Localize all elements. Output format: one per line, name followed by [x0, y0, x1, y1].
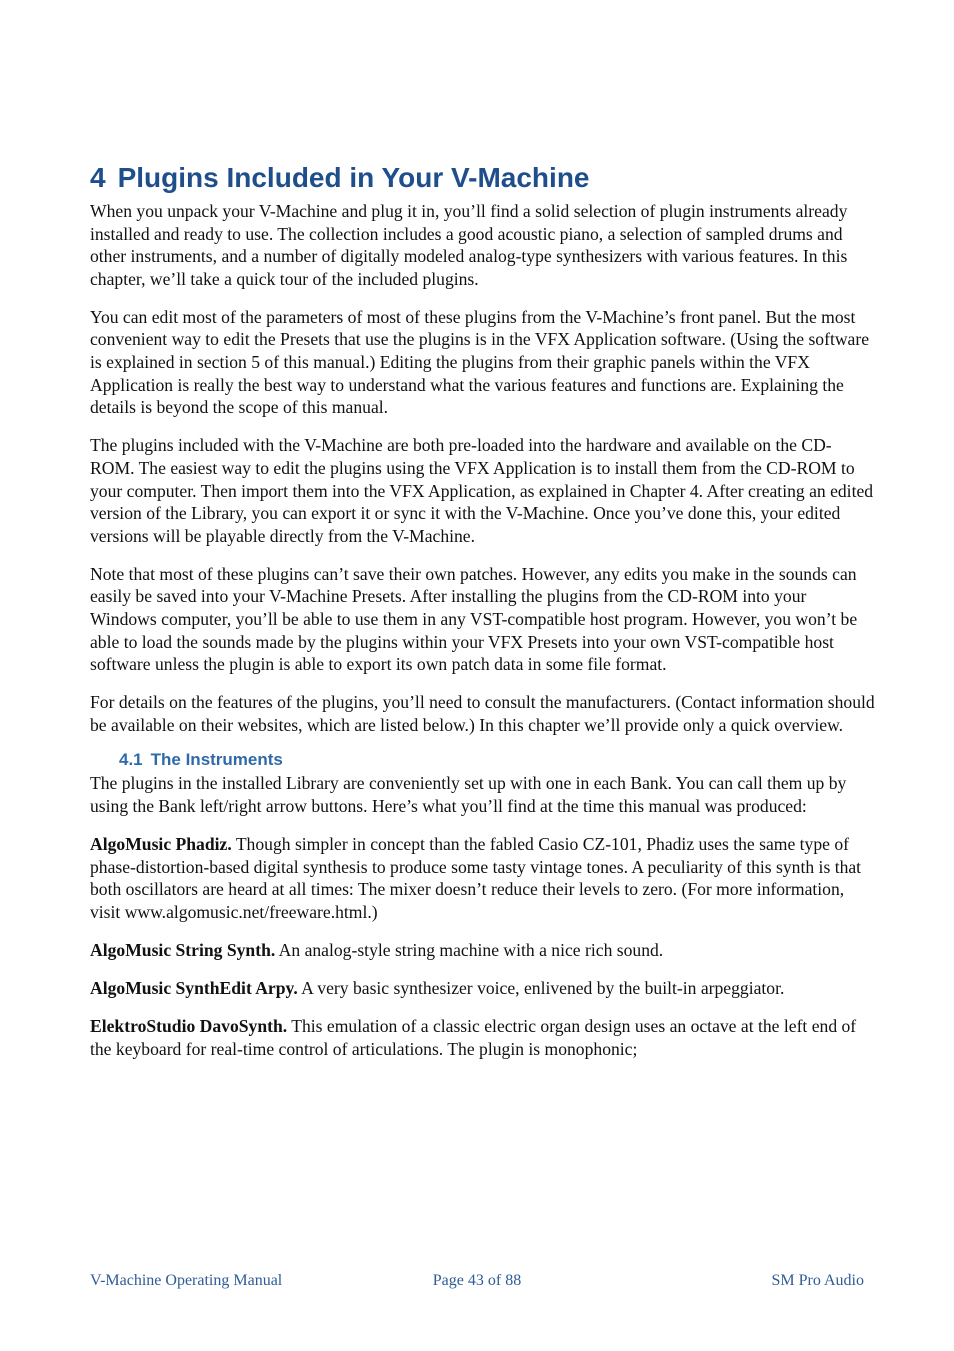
page-content — [90, 158, 875, 1076]
plugin-entry — [90, 833, 875, 923]
plugin-entry — [90, 1015, 875, 1060]
plugin-entry — [90, 939, 875, 962]
footer-manual-title: V-Machine Operating Manual — [90, 1272, 283, 1289]
plugin-name: AlgoMusic Phadiz. — [90, 834, 232, 855]
plugin-name: AlgoMusic String Synth. — [90, 940, 276, 961]
plugin-description: A very basic synthesizer voice, enlivened by the built-in arpeggiator. — [297, 978, 785, 999]
chapter-number: 4 — [90, 162, 106, 193]
plugin-name: AlgoMusic SynthEdit Arpy. — [90, 978, 298, 999]
footer-page-number: Page 43 of 88 — [432, 1272, 522, 1289]
chapter-title: Plugins Included in Your V-Machine — [117, 162, 590, 193]
plugin-name: ElektroStudio DavoSynth. — [90, 1016, 288, 1037]
plugin-description: Though simpler in concept than the fabled Casio CZ-101, Phadiz uses the same type of phase-distortion-based digital synthesis to produce some tasty vintage tones. A peculiarity of this synth is that both oscillators are heard at all times: The mixer doesn’t reduce their levels to zero. (For more information, visit www.algomusic.net/freeware.html.) — [90, 834, 862, 922]
chapter-heading — [90, 158, 875, 198]
body-paragraph: When you unpack your V-Machine and plug it in, you’ll find a solid selection of plugin instruments already installed and ready to use. The collection includes a good acoustic piano, a selection of sampled drums and other instruments, and a number of digitally modeled analog-type synthesizers with various features. In this chapter, we’ll take a quick tour of the included plugins. — [90, 201, 848, 289]
plugin-description: An analog-style string machine with a nice rich sound. — [275, 940, 664, 961]
section-intro: The plugins in the installed Library are conveniently set up with one in each Bank. You can call them up by using the Bank left/right arrow buttons. Here’s what you’ll find at the time this manual was produced: — [90, 773, 847, 817]
body-paragraph: For details on the features of the plugins, you’ll need to consult the manufacturers. (Contact information should be available on their websites, which are listed below.) In this chapter we’ll provide only a quick overview. — [90, 692, 875, 735]
body-paragraph: You can edit most of the parameters of most of these plugins from the V-Machine’s front panel. But the most convenient way to edit the Presets that use the plugins is in the VFX Application software. (Using the software is explained in section 5 of this manual.) Editing the plugins from their graphic panels within the VFX Application is really the best way to understand what the various features and functions are. Explaining the details is beyond the scope of this manual. — [90, 306, 870, 418]
footer-company: SM Pro Audio — [771, 1272, 864, 1289]
plugin-description: This emulation of a classic electric organ design uses an octave at the left end of the keyboard for real-time control of articulations. The plugin is monophonic; — [90, 1016, 857, 1059]
section-number: 4.1 — [119, 750, 143, 770]
plugin-entry — [90, 977, 875, 1000]
body-paragraph: The plugins included with the V-Machine are both pre-loaded into the hardware and available on the CD-ROM. The easiest way to edit the plugins using the VFX Application is to install them from the CD-ROM to your computer. Then import them into the VFX Application, as explained in Chapter 4. After creating an edited version of the Library, you can export it or sync it with the V-Machine. Once you’ve done this, your edited versions will be playable directly from the V-Machine. — [90, 435, 874, 546]
section-title: The Instruments — [150, 750, 283, 770]
body-paragraph: Note that most of these plugins can’t save their own patches. However, any edits you make in the sounds can easily be saved into your V-Machine Presets. After installing the plugins from the CD-ROM into your Windows computer, you’ll be able to use them in any VST-compatible host program. However, you won’t be able to load the sounds made by the plugins within your VFX Presets into your own VST-compatible host software unless the plugin is able to export its own patch data in some file format. — [90, 563, 858, 675]
section-heading — [119, 748, 875, 772]
